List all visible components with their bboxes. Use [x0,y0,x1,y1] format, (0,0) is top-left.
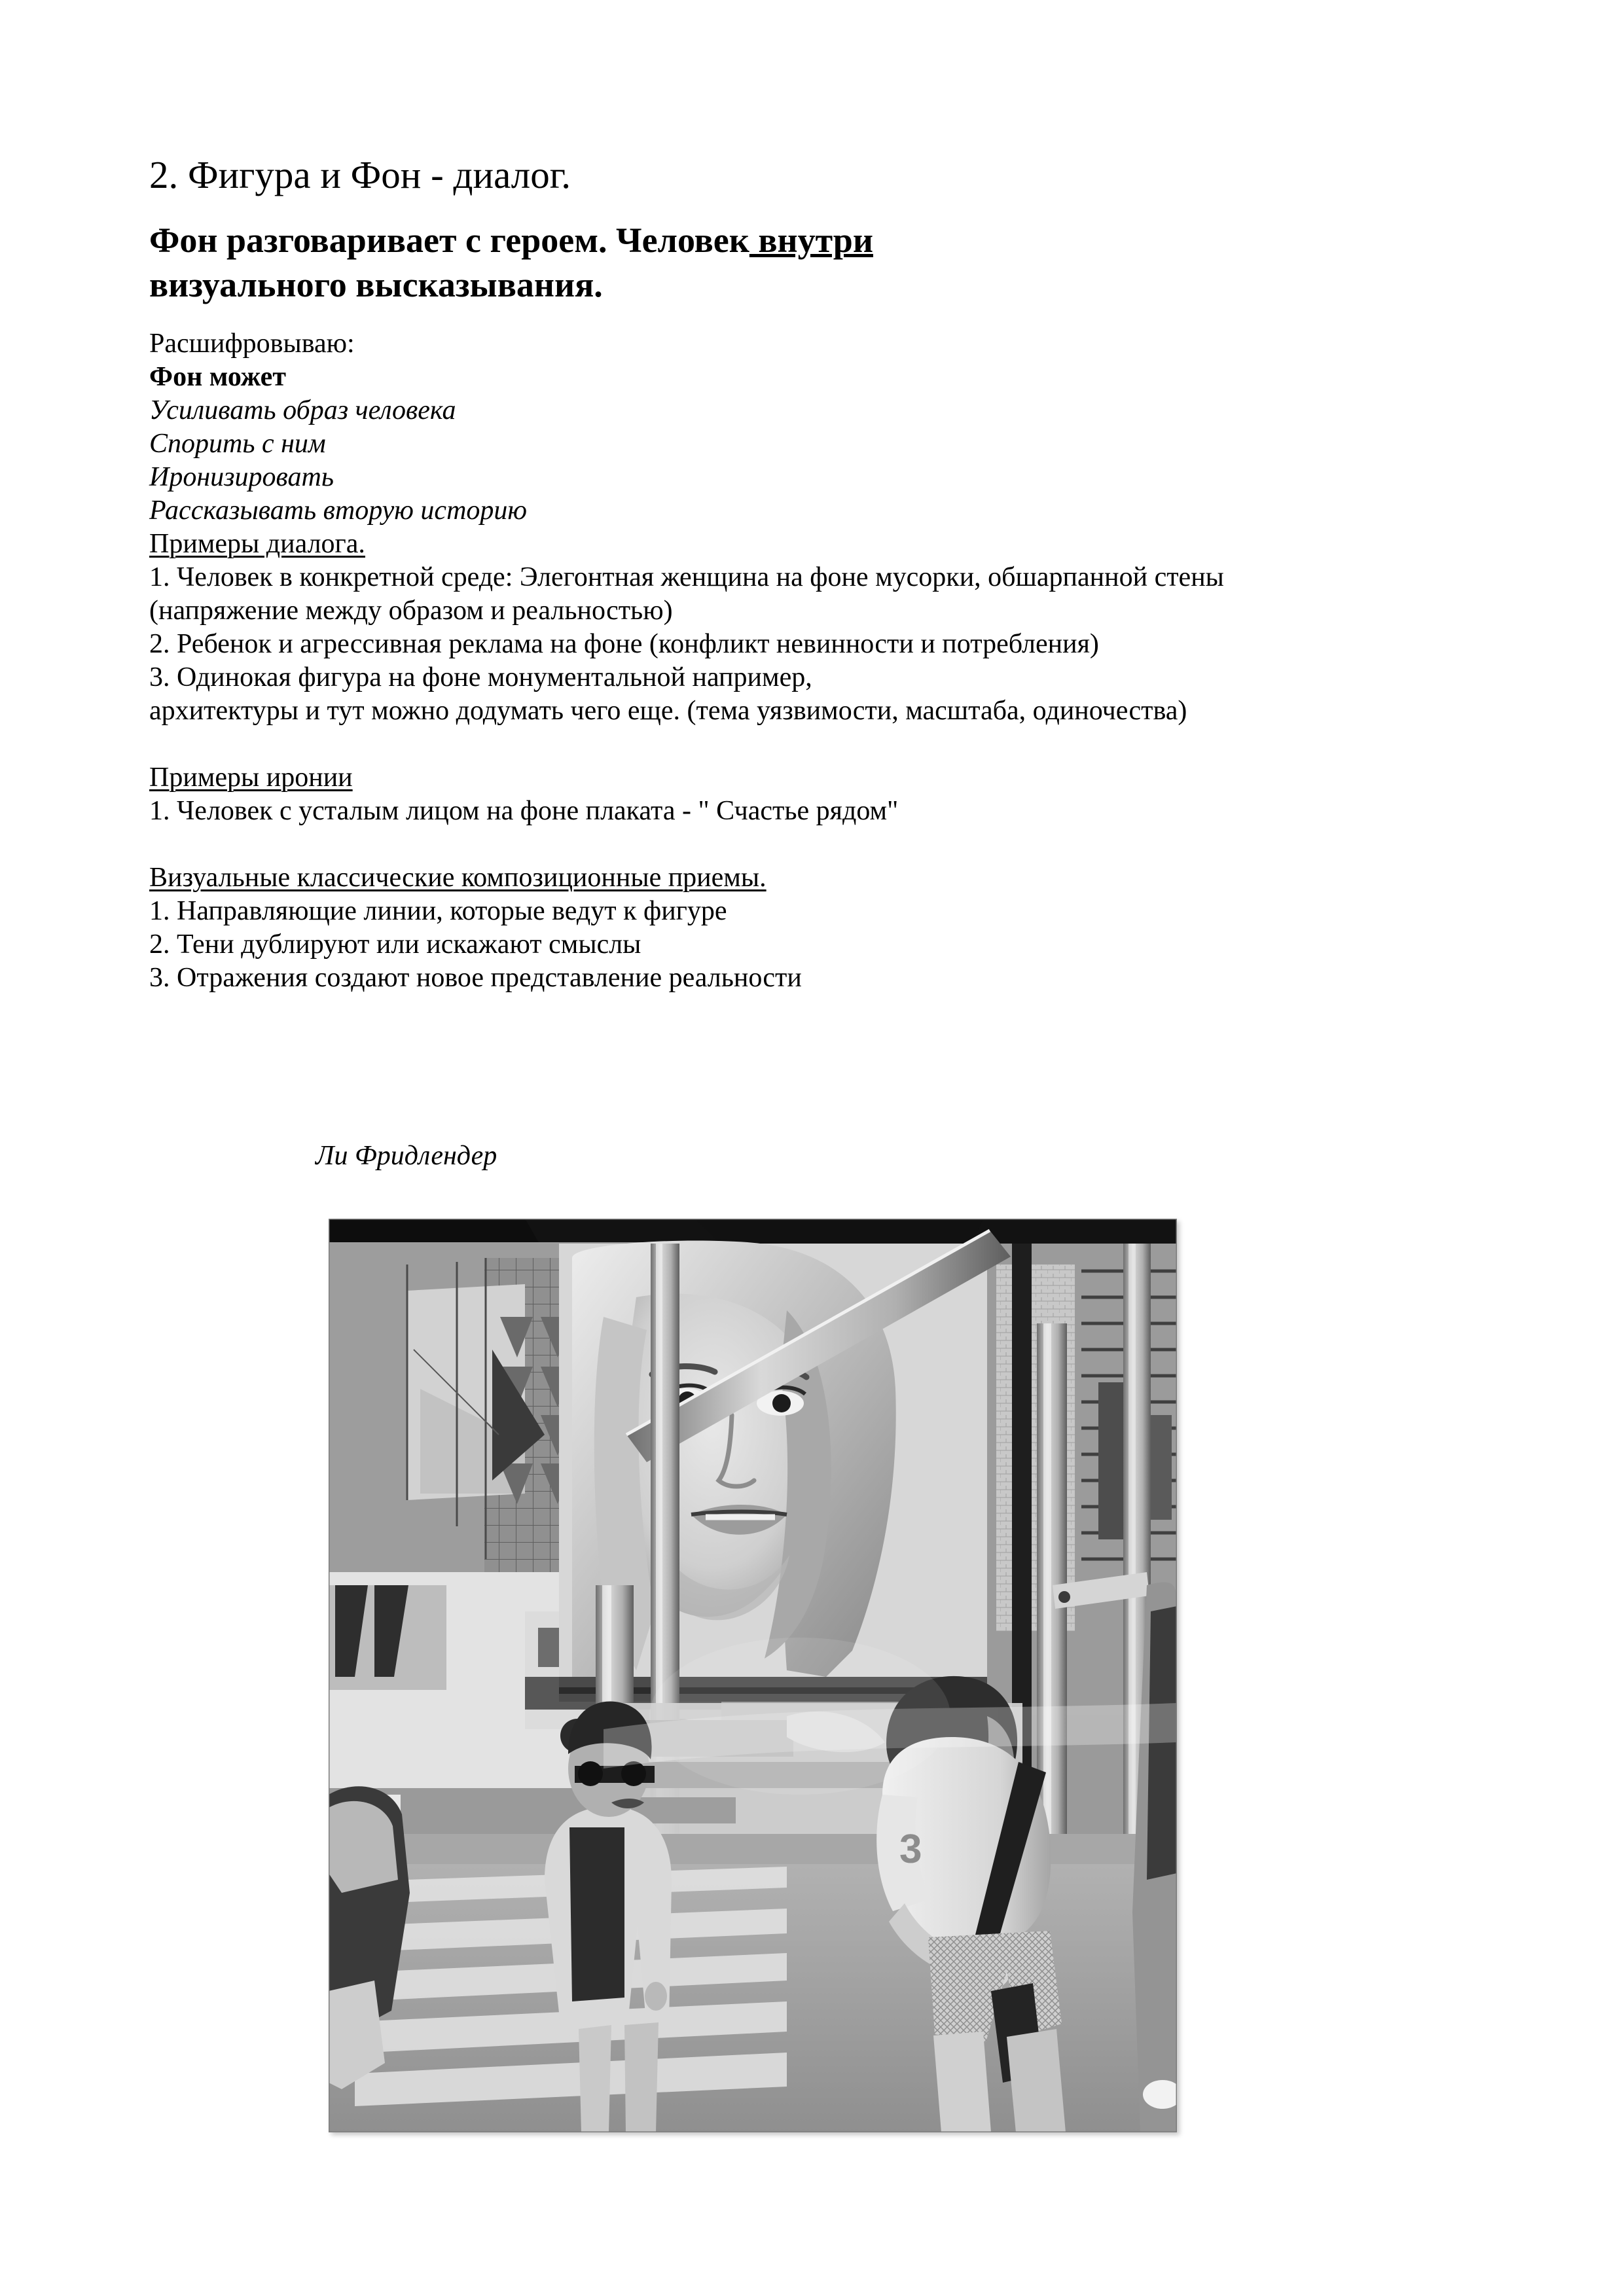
subtitle-text-line2: визуального высказывания. [149,264,603,304]
section-spacer-1 [149,728,1491,761]
irony-examples-heading [149,761,1491,795]
composition-item-1: 1. Направляющие линии, которые ведут к фигуре [149,896,727,926]
composition-heading-text: Визуальные классические композиционные приемы. [149,863,767,893]
background-can-item-3: Иронизировать [149,462,334,492]
background-can-item-4: Рассказывать вторую историю [149,495,528,526]
dialogue-examples-heading [149,528,1491,561]
composition-heading [149,861,1491,895]
page-title: 2. Фигура и Фон - диалог. [149,152,571,196]
photo-credit: Ли Фридлендер [316,1141,497,1171]
subtitle-text-part1: Фон разговаривает с героем. Человек [149,220,749,260]
intro-line: Расшифровываю: [149,329,355,359]
subtitle-underlined-word: внутри [749,220,873,260]
composition-item-3: 3. Отражения создают новое представление реальности [149,963,802,993]
irony-examples-heading-text: Примеры иронии [149,762,353,793]
dialogue-example-2: 2. Ребенок и агрессивная реклама на фоне (конфликт невинности и потребления) [149,629,1099,659]
photograph-svg [329,1219,1177,2132]
body-content [149,327,1491,995]
shirt-number-label: 3 [899,1827,922,1872]
photograph-street-scene [329,1219,1177,2132]
page-subtitle [149,218,1157,307]
background-can-item-2: Спорить с ним [149,429,326,459]
dialogue-example-1-note: (напряжение между образом и реальностью) [149,596,673,626]
section-spacer-2 [149,828,1491,861]
background-can-item-1: Усиливать образ человека [149,395,456,425]
irony-example-1: 1. Человек с усталым лицом на фоне плаката - " Счастье рядом" [149,796,899,826]
composition-item-2: 2. Тени дублируют или искажают смыслы [149,929,641,960]
background-can-heading: Фон может [149,362,286,392]
dialogue-example-3: 3. Одинокая фигура на фоне монументальной например, [149,662,812,692]
dialogue-example-3-note: архитектуры и тут можно додумать чего еще. (тема уязвимости, масштаба, одиночества) [149,696,1187,726]
dialogue-example-1: 1. Человек в конкретной среде: Элегонтная женщина на фоне мусорки, обшарпанной стены [149,562,1224,592]
dialogue-examples-heading-text: Примеры диалога. [149,529,365,559]
